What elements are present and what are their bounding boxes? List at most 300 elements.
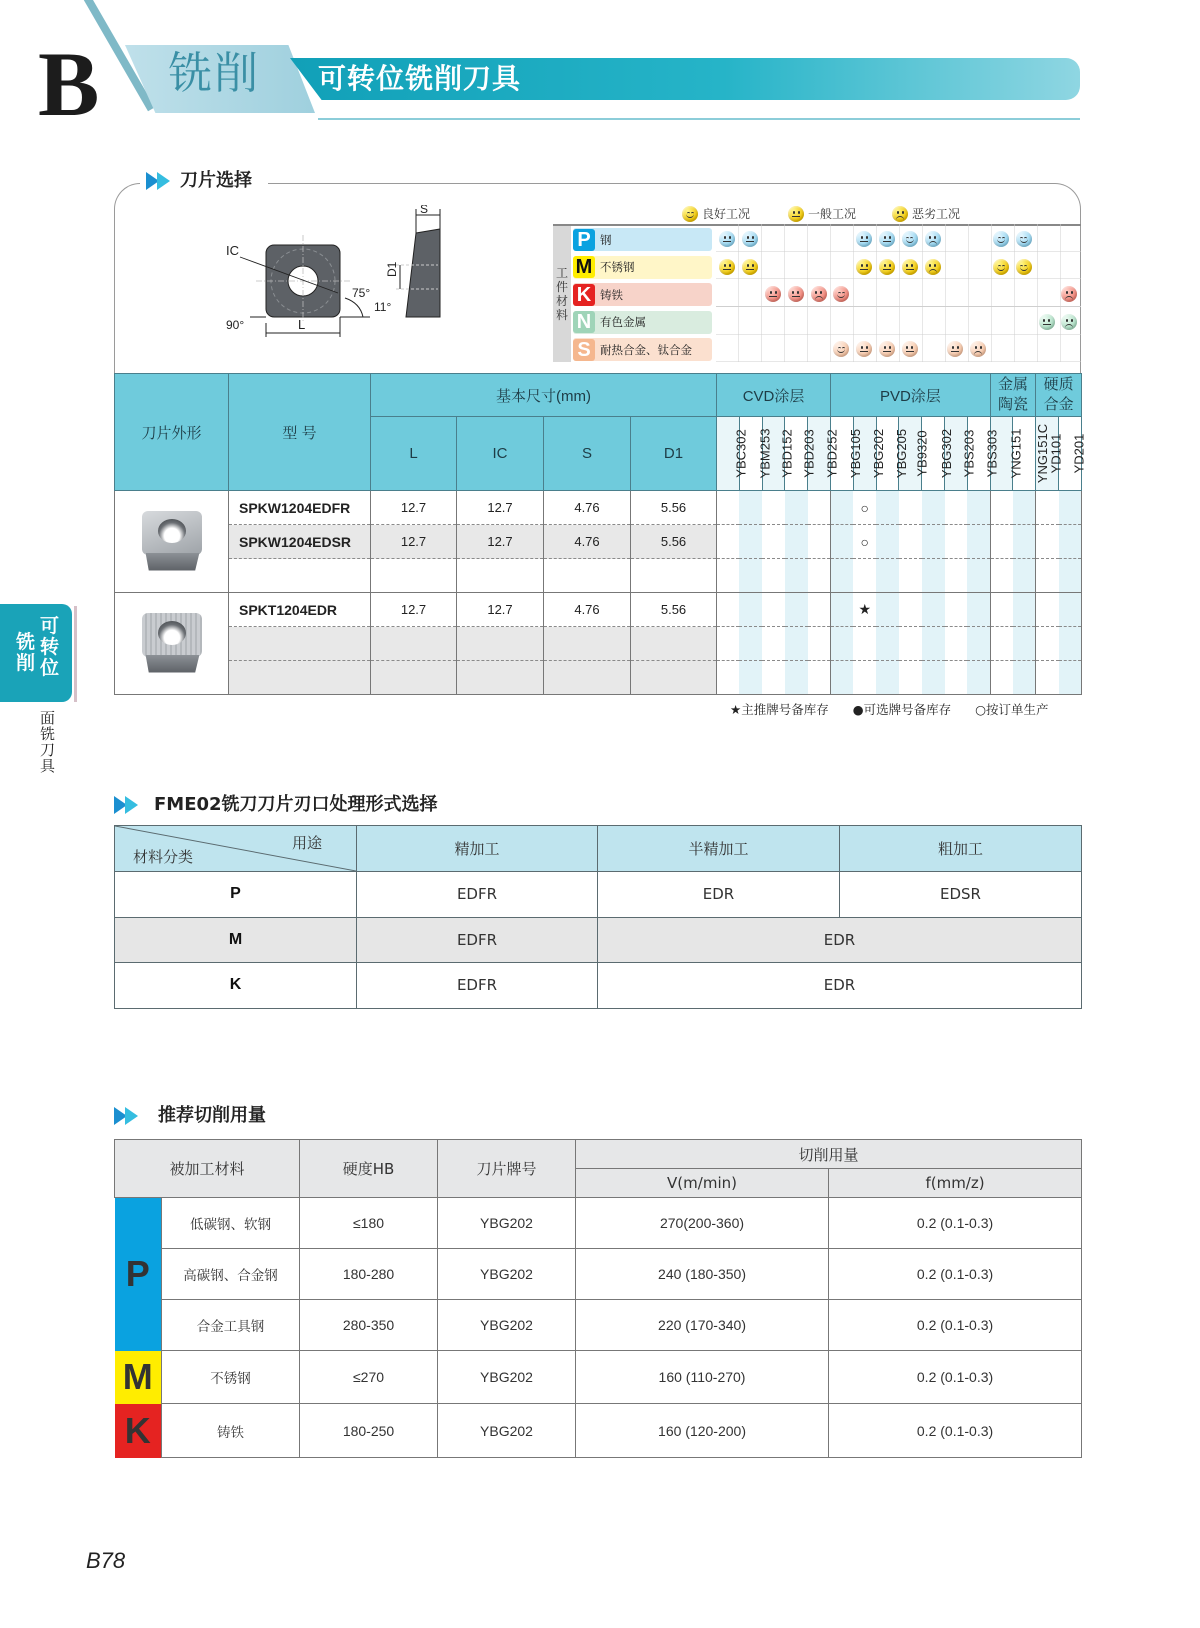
condition-legend-bad (892, 205, 960, 222)
corner-bottom-label: 材料分类 (133, 848, 194, 866)
stock-legend (730, 700, 1049, 718)
grade-label: YBD252 (824, 429, 840, 478)
grade-cell (831, 661, 854, 695)
dim-cell-d1: 5.56 (631, 525, 717, 559)
material-cell: M (115, 917, 357, 963)
neutral-face-icon (902, 259, 918, 275)
header-dim-L: L (371, 417, 457, 491)
grade-cell (1059, 661, 1082, 695)
header-carbide: 硬质合金 (1036, 374, 1082, 417)
grade-cell: YBG202 (438, 1198, 576, 1249)
grade-cell (831, 627, 854, 661)
grade-cell (808, 593, 831, 627)
grade-label: YNG151C (1035, 423, 1051, 484)
grade-cell (853, 559, 876, 593)
page-title: 可转位铣削刀具 (318, 62, 522, 95)
bad-face-icon (1061, 314, 1077, 330)
insert-spkt-image (115, 593, 229, 695)
grade-cell (785, 491, 808, 525)
table-row (115, 661, 1082, 695)
neutral-face-icon (742, 259, 758, 275)
dim-cell-l (371, 559, 457, 593)
table-row (115, 917, 1082, 963)
grade-cell (739, 491, 762, 525)
material-label (573, 228, 712, 251)
bad-face-icon (892, 206, 908, 222)
grade-cell (990, 491, 1013, 525)
feed-cell: 0.2 (0.1-0.3) (829, 1198, 1082, 1249)
grade-label: YBG202 (870, 428, 886, 479)
model-cell (229, 627, 371, 661)
grade-cell (945, 491, 968, 525)
insert-selection-heading (146, 172, 252, 190)
side-tab-label-1: 可 转 位 (40, 616, 60, 679)
insert-spec-table (114, 373, 1087, 695)
grade-label: YBC302 (733, 429, 749, 478)
grade-cell (762, 491, 785, 525)
dim-cell-d1 (631, 661, 717, 695)
iso-letter-badge: M (573, 256, 595, 278)
legend-optional-stock: ●可选牌号备库存 (852, 702, 952, 717)
iso-badge-m: M (115, 1351, 162, 1404)
grade-cell (922, 491, 945, 525)
insert-spkw-image (115, 491, 229, 593)
grade-cell (876, 627, 899, 661)
grade-cell (853, 661, 876, 695)
grade-cell (1013, 525, 1036, 559)
finish-cell: EDFR (357, 917, 598, 963)
svg-text:D1: D1 (385, 261, 399, 277)
neutral-face-icon (879, 259, 895, 275)
neutral-face-icon (879, 231, 895, 247)
grade-cell (876, 525, 899, 559)
iso-letter-badge: N (573, 311, 595, 333)
col-rough: 粗加工 (840, 826, 1082, 872)
model-cell (229, 559, 371, 593)
table-row (115, 1404, 1082, 1458)
legend-label: 一般工况 (808, 207, 857, 221)
finish-cell: EDFR (357, 872, 598, 918)
side-tab-divider (74, 606, 77, 702)
legend-main-stock: ★主推牌号备库存 (730, 702, 829, 717)
grade-cell (1059, 627, 1082, 661)
grade-cell (945, 661, 968, 695)
grade-cell (785, 559, 808, 593)
grade-cell (990, 627, 1013, 661)
header-pvd: PVD涂层 (831, 374, 991, 417)
material-name: 不锈钢 (600, 260, 635, 274)
corner-header (115, 826, 357, 872)
good-face-icon (993, 231, 1009, 247)
dim-cell-ic: 12.7 (457, 491, 544, 525)
neutral-face-icon (742, 231, 758, 247)
insert-dimension-diagram (220, 205, 460, 355)
insert-image (138, 509, 206, 575)
header-f: f(mm/z) (829, 1169, 1082, 1198)
dim-cell-ic (457, 627, 544, 661)
dim-cell-ic: 12.7 (457, 525, 544, 559)
grade-cell (967, 491, 990, 525)
dim-cell-ic (457, 661, 544, 695)
header-dim-S: S (544, 417, 631, 491)
header-shape: 刀片外形 (115, 374, 229, 491)
grade-cell (945, 525, 968, 559)
grade-cell (967, 627, 990, 661)
grade-cell (967, 661, 990, 695)
model-cell: SPKW1204EDFR (229, 491, 371, 525)
legend-label: 恶劣工况 (912, 207, 961, 221)
legend-made-to-order: ○按订单生产 (975, 702, 1049, 717)
bad-face-icon (925, 259, 941, 275)
grade-label: YBS303 (984, 429, 1000, 478)
neutral-face-icon (856, 341, 872, 357)
workpiece-label-char: 件 (555, 280, 568, 294)
material-cell: 铸铁 (162, 1404, 300, 1458)
grade-cell (739, 627, 762, 661)
grade-cell (739, 559, 762, 593)
header-grade: 刀片牌号 (438, 1140, 576, 1198)
dim-cell-l (371, 661, 457, 695)
grade-cell (1013, 491, 1036, 525)
dim-cell-s (544, 627, 631, 661)
model-cell: SPKT1204EDR (229, 593, 371, 627)
header-dim-IC: IC (457, 417, 544, 491)
grade-cell (808, 525, 831, 559)
neutral-face-icon (788, 206, 804, 222)
workpiece-label-char: 工 (555, 266, 568, 280)
section-title: 铣削 (168, 48, 260, 99)
grade-cell (762, 661, 785, 695)
grade-cell (990, 559, 1013, 593)
material-row-s (553, 336, 1081, 364)
svg-text:11°: 11° (374, 300, 392, 314)
dim-cell-d1: 5.56 (631, 593, 717, 627)
table-row (115, 627, 1082, 661)
material-name: 钢 (600, 232, 612, 247)
grade-cell (922, 525, 945, 559)
grade-cell (899, 627, 922, 661)
grade-cell (922, 627, 945, 661)
grade-cell (762, 627, 785, 661)
heading-text: 推荐切削用量 (158, 1105, 266, 1126)
table-row (115, 872, 1082, 918)
neutral-face-icon (788, 286, 804, 302)
grade-cell (717, 593, 740, 627)
table-row (115, 1351, 1082, 1404)
grade-cell (899, 559, 922, 593)
header-hardness: 硬度HB (300, 1140, 438, 1198)
grade-cell: ★ (853, 593, 876, 627)
material-row-m (553, 254, 1081, 282)
grade-cell (808, 627, 831, 661)
grade-cell (899, 491, 922, 525)
bad-face-icon (1061, 286, 1077, 302)
insert-image (138, 611, 206, 677)
speed-cell: 240 (180-350) (576, 1249, 829, 1300)
grade-cell (1059, 491, 1082, 525)
grade-cell (922, 559, 945, 593)
grade-cell: ○ (853, 491, 876, 525)
table-row (115, 1300, 1082, 1351)
header-cvd: CVD涂层 (717, 374, 831, 417)
grade-cell (831, 559, 854, 593)
semi-cell: EDR (598, 872, 840, 918)
grade-label: YBG205 (893, 428, 909, 479)
grade-cell (876, 559, 899, 593)
dim-cell-ic (457, 559, 544, 593)
speed-cell: 160 (110-270) (576, 1351, 829, 1404)
speed-cell: 160 (120-200) (576, 1404, 829, 1458)
dim-cell-l (371, 627, 457, 661)
iso-badge-k: K (115, 1404, 162, 1458)
neutral-face-icon (1039, 314, 1055, 330)
neutral-face-icon (902, 341, 918, 357)
grade-cell (922, 593, 945, 627)
grade-cell (1013, 559, 1036, 593)
grade-cell (808, 559, 831, 593)
hardness-cell: ≤180 (300, 1198, 438, 1249)
grade-cell (990, 525, 1013, 559)
dim-cell-ic: 12.7 (457, 593, 544, 627)
hardness-cell: 280-350 (300, 1300, 438, 1351)
grade-cell: YBG202 (438, 1404, 576, 1458)
grade-label: YBS203 (961, 429, 977, 478)
header-model: 型 号 (229, 374, 371, 491)
grade-cell (808, 661, 831, 695)
grade-label: YD201 (1071, 433, 1087, 474)
grade-cell (899, 525, 922, 559)
material-cell: 不锈钢 (162, 1351, 300, 1404)
dim-cell-s: 4.76 (544, 525, 631, 559)
feed-cell: 0.2 (0.1-0.3) (829, 1404, 1082, 1458)
grade-cell (1059, 559, 1082, 593)
grade-cell (717, 491, 740, 525)
grade-cell (762, 593, 785, 627)
col-finish: 精加工 (357, 826, 598, 872)
material-cell: P (115, 872, 357, 918)
header-cutting: 切削用量 (576, 1140, 1082, 1169)
model-cell: SPKW1204EDSR (229, 525, 371, 559)
grade-cell (762, 559, 785, 593)
grade-cell (876, 491, 899, 525)
grade-cell (1036, 593, 1059, 627)
neutral-face-icon (947, 341, 963, 357)
header-cermet: 金属陶瓷 (990, 374, 1036, 417)
good-face-icon (993, 259, 1009, 275)
side-tab-active[interactable] (0, 604, 72, 702)
table-row (115, 1249, 1082, 1300)
grade-cell (808, 491, 831, 525)
neutral-face-icon (719, 259, 735, 275)
feed-cell: 0.2 (0.1-0.3) (829, 1351, 1082, 1404)
grade-cell (831, 491, 854, 525)
side-tab-sub-label: 面 铣 刀 具 (40, 709, 56, 775)
dim-cell-l: 12.7 (371, 491, 457, 525)
speed-cell: 220 (170-340) (576, 1300, 829, 1351)
material-name: 耐热合金、钛合金 (600, 342, 692, 357)
material-cell: 合金工具钢 (162, 1300, 300, 1351)
dim-cell-s (544, 661, 631, 695)
dim-cell-d1 (631, 559, 717, 593)
feed-cell: 0.2 (0.1-0.3) (829, 1300, 1082, 1351)
edge-prep-table (114, 825, 1082, 1009)
workpiece-label-char: 料 (555, 308, 568, 322)
grade-cell (967, 593, 990, 627)
header-material: 被加工材料 (115, 1140, 300, 1198)
grade-cell (899, 593, 922, 627)
grade-cell (1013, 661, 1036, 695)
finish-cell: EDFR (357, 963, 598, 1009)
heading-text: 刀片选择 (180, 170, 252, 191)
edge-prep-heading (114, 796, 438, 814)
double-chevron-icon (146, 172, 174, 190)
heading-text: FME02铣刀刀片刃口处理形式选择 (154, 794, 438, 815)
grade-cell (831, 593, 854, 627)
grade-cell (1036, 491, 1059, 525)
dim-cell-s: 4.76 (544, 593, 631, 627)
material-name: 铸铁 (600, 287, 623, 302)
table-row (115, 963, 1082, 1009)
grade-label: YBM253 (757, 428, 773, 479)
grade-cell: YBG202 (438, 1249, 576, 1300)
grade-cell: ○ (853, 525, 876, 559)
material-cell: 高碳钢、合金钢 (162, 1249, 300, 1300)
cutting-params-heading (114, 1107, 266, 1125)
material-label (573, 311, 712, 334)
grade-cell (945, 593, 968, 627)
good-face-icon (902, 231, 918, 247)
header-v: V(m/min) (576, 1169, 829, 1198)
svg-text:IC: IC (226, 243, 239, 258)
grade-label: YNG151 (1008, 428, 1024, 479)
condition-legend-normal (788, 205, 856, 222)
feed-cell: 0.2 (0.1-0.3) (829, 1249, 1082, 1300)
svg-text:S: S (420, 205, 429, 216)
grade-cell (785, 525, 808, 559)
material-label (573, 338, 712, 361)
material-row-k (553, 281, 1081, 309)
svg-text:L: L (298, 317, 306, 332)
header-dim-D1: D1 (631, 417, 717, 491)
grade-cell (717, 525, 740, 559)
grade-cell (717, 627, 740, 661)
dim-cell-d1 (631, 627, 717, 661)
iso-letter-badge: S (573, 339, 595, 361)
legend-label: 良好工况 (702, 207, 751, 221)
grade-header-ybc302 (717, 417, 749, 491)
grade-cell (945, 627, 968, 661)
svg-text:90°: 90° (226, 318, 245, 332)
bad-face-icon (811, 286, 827, 302)
grade-cell (967, 559, 990, 593)
hardness-cell: ≤270 (300, 1351, 438, 1404)
neutral-face-icon (856, 231, 872, 247)
page-number: B78 (86, 1548, 126, 1573)
grade-cell (945, 559, 968, 593)
grade-cell (717, 661, 740, 695)
grade-cell (1013, 627, 1036, 661)
grade-cell (899, 661, 922, 695)
iso-letter-badge: P (573, 229, 595, 251)
neutral-face-icon (879, 341, 895, 357)
iso-letter-badge: K (573, 284, 595, 306)
table-row (115, 593, 1082, 627)
grade-label: YD101 (1048, 433, 1064, 474)
grade-label: YBD203 (802, 429, 818, 478)
material-cell: K (115, 963, 357, 1009)
grade-cell (1036, 525, 1059, 559)
grade-cell (785, 627, 808, 661)
good-face-icon (1016, 259, 1032, 275)
model-cell (229, 661, 371, 695)
grade-cell (739, 593, 762, 627)
dim-cell-l: 12.7 (371, 593, 457, 627)
dim-cell-d1: 5.56 (631, 491, 717, 525)
neutral-face-icon (765, 286, 781, 302)
grade-cell (853, 627, 876, 661)
side-tab-label-2: 铣 削 (16, 631, 36, 674)
cutting-params-table (114, 1139, 1082, 1458)
material-row-p (553, 226, 1081, 254)
col-semi-finish: 半精加工 (598, 826, 840, 872)
grade-cell (1036, 627, 1059, 661)
grade-cell (967, 525, 990, 559)
hardness-cell: 180-280 (300, 1249, 438, 1300)
grade-cell: YBG202 (438, 1351, 576, 1404)
workpiece-label-char: 材 (555, 294, 568, 308)
bad-face-icon (925, 231, 941, 247)
grade-cell (739, 661, 762, 695)
grade-cell (717, 559, 740, 593)
neutral-face-icon (719, 231, 735, 247)
grade-cell (762, 525, 785, 559)
double-chevron-icon (114, 796, 142, 814)
svg-text:75°: 75° (352, 286, 371, 300)
material-name: 有色金属 (600, 315, 646, 329)
grade-label: YBD152 (779, 429, 795, 478)
semi-rough-cell: EDR (598, 963, 1082, 1009)
grade-cell (990, 593, 1013, 627)
dim-cell-s (544, 559, 631, 593)
good-face-icon (1016, 231, 1032, 247)
grade-cell (1036, 661, 1059, 695)
condition-legend-good (682, 205, 750, 222)
good-face-icon (833, 286, 849, 302)
bad-face-icon (970, 341, 986, 357)
grade-cell (785, 661, 808, 695)
neutral-face-icon (856, 259, 872, 275)
dim-cell-s: 4.76 (544, 491, 631, 525)
table-row (115, 1198, 1082, 1249)
grade-cell (876, 661, 899, 695)
material-label (573, 283, 712, 306)
header-underline (318, 118, 1080, 120)
grade-cell (1013, 593, 1036, 627)
speed-cell: 270(200-360) (576, 1198, 829, 1249)
grade-cell (922, 661, 945, 695)
header-basic-dims: 基本尺寸(mm) (371, 374, 717, 417)
good-face-icon (833, 341, 849, 357)
grade-cell (1036, 559, 1059, 593)
iso-badge-p: P (115, 1198, 162, 1351)
grade-label: YBG302 (939, 428, 955, 479)
chapter-letter: B (38, 33, 98, 135)
grade-label: YB9320 (915, 430, 931, 477)
material-label (573, 256, 712, 279)
grade-cell (1059, 525, 1082, 559)
grade-cell: YBG202 (438, 1300, 576, 1351)
grade-label: YBG105 (848, 428, 864, 479)
